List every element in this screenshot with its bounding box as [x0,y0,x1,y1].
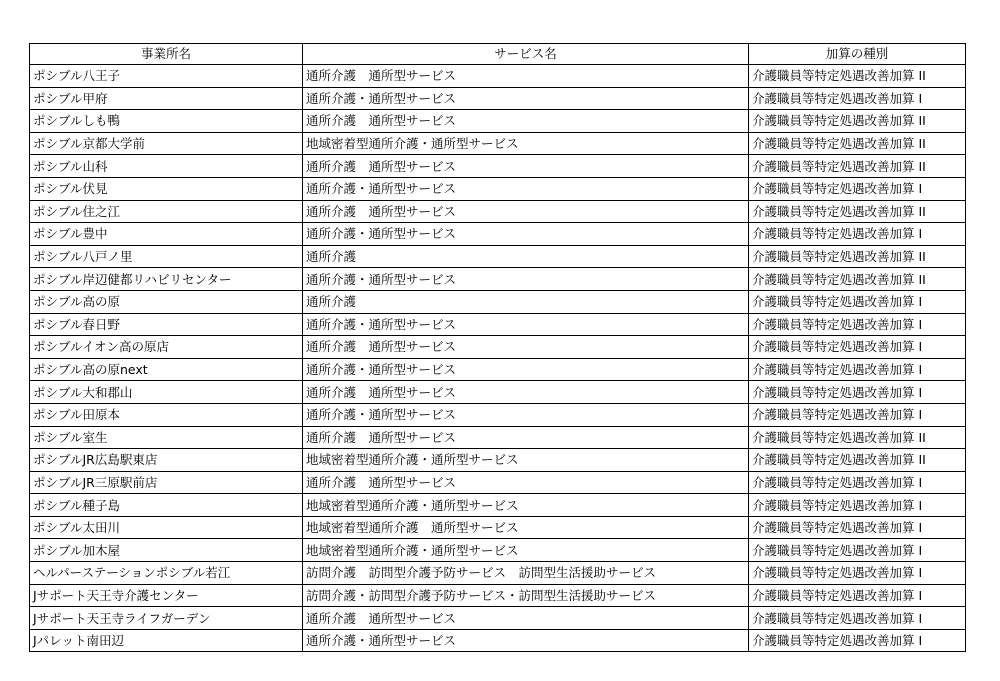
table-row [30,403,966,426]
header-facility-name: 事業所名 [30,44,303,65]
addition-type-cell: 介護職員等特定処遇改善加算 II [749,110,966,133]
service-name-cell: 地域密着型通所介護・通所型サービス [303,449,749,472]
service-name-cell: 通所介護・通所型サービス [303,358,749,381]
table-body [30,65,966,652]
addition-type-cell: 介護職員等特定処遇改善加算 II [749,268,966,291]
service-name-cell: 通所介護・通所型サービス [303,177,749,200]
facility-name-cell: ポシブルイオン高の原店 [30,336,303,359]
facility-name-cell: ポシブル八戸ノ里 [30,245,303,268]
table-row [30,65,966,88]
table-row [30,268,966,291]
service-name-cell: 通所介護 [303,290,749,313]
facility-name-cell: ポシブル高の原 [30,290,303,313]
table-row [30,629,966,652]
facility-name-cell: ポシブル室生 [30,426,303,449]
facility-name-cell: Jサポート天王寺介護センター [30,584,303,607]
facility-name-cell: ポシブル春日野 [30,313,303,336]
table-row [30,155,966,178]
addition-type-cell: 介護職員等特定処遇改善加算 I [749,290,966,313]
addition-type-cell: 介護職員等特定処遇改善加算 I [749,358,966,381]
facility-name-cell: ポシブル種子島 [30,494,303,517]
facility-name-cell: ポシブル住之江 [30,200,303,223]
header-row [30,44,966,65]
addition-type-cell: 介護職員等特定処遇改善加算 II [749,449,966,472]
table-row [30,449,966,472]
service-name-cell: 通所介護・通所型サービス [303,403,749,426]
facility-name-cell: ポシブル加木屋 [30,539,303,562]
table-row [30,290,966,313]
header-service-name: サービス名 [303,44,749,65]
addition-type-cell: 介護職員等特定処遇改善加算 I [749,87,966,110]
service-name-cell: 通所介護 通所型サービス [303,426,749,449]
addition-type-cell: 介護職員等特定処遇改善加算 I [749,403,966,426]
table-row [30,200,966,223]
service-name-cell: 通所介護・通所型サービス [303,629,749,652]
addition-type-cell: 介護職員等特定処遇改善加算 I [749,584,966,607]
table-row [30,336,966,359]
table-row [30,381,966,404]
service-name-cell: 通所介護・通所型サービス [303,268,749,291]
addition-type-cell: 介護職員等特定処遇改善加算 I [749,607,966,630]
table-row [30,584,966,607]
service-name-cell: 通所介護 通所型サービス [303,110,749,133]
table-row [30,358,966,381]
facility-name-cell: ヘルパーステーションポシブル若江 [30,562,303,585]
table-row [30,87,966,110]
service-name-cell: 地域密着型通所介護・通所型サービス [303,132,749,155]
facility-name-cell: Jサポート天王寺ライフガーデン [30,607,303,630]
service-name-cell: 通所介護 通所型サービス [303,65,749,88]
facility-name-cell: ポシブル高の原next [30,358,303,381]
facility-name-cell: ポシブル甲府 [30,87,303,110]
table-row [30,539,966,562]
service-name-cell: 通所介護・通所型サービス [303,87,749,110]
addition-type-cell: 介護職員等特定処遇改善加算 II [749,426,966,449]
addition-type-cell: 介護職員等特定処遇改善加算 I [749,629,966,652]
facility-table [29,43,966,652]
table-row [30,516,966,539]
facility-name-cell: ポシブル山科 [30,155,303,178]
facility-name-cell: ポシブル田原本 [30,403,303,426]
service-name-cell: 通所介護・通所型サービス [303,313,749,336]
facility-name-cell: ポシブルJR三原駅前店 [30,471,303,494]
facility-name-cell: ポシブル岸辺健都リハビリセンター [30,268,303,291]
addition-type-cell: 介護職員等特定処遇改善加算 I [749,381,966,404]
addition-type-cell: 介護職員等特定処遇改善加算 II [749,200,966,223]
facility-name-cell: ポシブル豊中 [30,223,303,246]
table-header [30,44,966,65]
facility-name-cell: ポシブル伏見 [30,177,303,200]
service-name-cell: 通所介護・通所型サービス [303,223,749,246]
addition-type-cell: 介護職員等特定処遇改善加算 II [749,245,966,268]
facility-name-cell: ポシブル大和郡山 [30,381,303,404]
table-row [30,471,966,494]
facility-name-cell: ポシブル京都大学前 [30,132,303,155]
service-name-cell: 通所介護 通所型サービス [303,607,749,630]
table-row [30,494,966,517]
table-row [30,426,966,449]
table-row [30,177,966,200]
addition-type-cell: 介護職員等特定処遇改善加算 I [749,223,966,246]
addition-type-cell: 介護職員等特定処遇改善加算 II [749,132,966,155]
table-row [30,245,966,268]
table-row [30,607,966,630]
addition-type-cell: 介護職員等特定処遇改善加算 I [749,516,966,539]
facility-name-cell: ポシブル太田川 [30,516,303,539]
service-name-cell: 地域密着型通所介護・通所型サービス [303,494,749,517]
addition-type-cell: 介護職員等特定処遇改善加算 I [749,313,966,336]
facility-name-cell: ポシブルしも鴨 [30,110,303,133]
table-row [30,132,966,155]
service-name-cell: 通所介護 通所型サービス [303,155,749,178]
addition-type-cell: 介護職員等特定処遇改善加算 II [749,155,966,178]
addition-type-cell: 介護職員等特定処遇改善加算 II [749,65,966,88]
service-name-cell: 訪問介護 訪問型介護予防サービス 訪問型生活援助サービス [303,562,749,585]
table-row [30,223,966,246]
table-row [30,313,966,336]
addition-type-cell: 介護職員等特定処遇改善加算 I [749,177,966,200]
service-name-cell: 通所介護 通所型サービス [303,471,749,494]
addition-type-cell: 介護職員等特定処遇改善加算 I [749,562,966,585]
service-name-cell: 通所介護 通所型サービス [303,381,749,404]
service-name-cell: 通所介護 通所型サービス [303,200,749,223]
addition-type-cell: 介護職員等特定処遇改善加算 I [749,336,966,359]
table-row [30,110,966,133]
addition-type-cell: 介護職員等特定処遇改善加算 I [749,539,966,562]
facility-name-cell: ポシブル八王子 [30,65,303,88]
service-name-cell: 地域密着型通所介護 通所型サービス [303,516,749,539]
addition-type-cell: 介護職員等特定処遇改善加算 I [749,471,966,494]
service-name-cell: 通所介護 通所型サービス [303,336,749,359]
service-name-cell: 通所介護 [303,245,749,268]
facility-name-cell: ポシブルJR広島駅東店 [30,449,303,472]
facility-name-cell: Jパレット南田辺 [30,629,303,652]
addition-type-cell: 介護職員等特定処遇改善加算 I [749,494,966,517]
header-addition-type: 加算の種別 [749,44,966,65]
table-row [30,562,966,585]
service-name-cell: 訪問介護・訪問型介護予防サービス・訪問型生活援助サービス [303,584,749,607]
service-name-cell: 地域密着型通所介護・通所型サービス [303,539,749,562]
